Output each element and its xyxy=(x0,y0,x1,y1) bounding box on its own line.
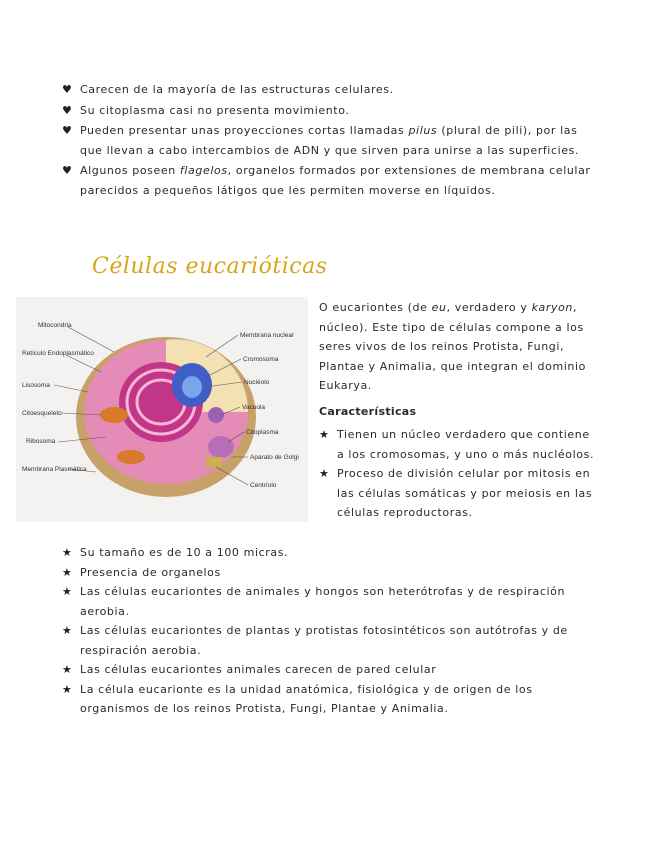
star-icon: ★ xyxy=(62,565,73,579)
characteristics-heading: Características xyxy=(319,404,417,418)
label-golgi: Aparato de Golgi xyxy=(250,454,299,461)
star-icon: ★ xyxy=(319,467,330,480)
label-ribosoma: Ribosoma xyxy=(26,438,56,445)
list-item: ♥ Carecen de la mayoría de las estructuras celulares. xyxy=(62,80,602,100)
label-nucleolo: Nucléolo xyxy=(244,379,270,386)
label-reticulo: Retículo Endoplasmático xyxy=(22,350,94,357)
star-icon: ★ xyxy=(62,682,73,696)
list-item: ♥ Su citoplasma casi no presenta movimiento. xyxy=(62,101,602,121)
list-item: ★ Tienen un núcleo verdadero que contiene a los cromosomas, y uno o más nucléolos. xyxy=(319,425,597,464)
heart-icon: ♥ xyxy=(62,164,73,177)
list-item: ★ Su tamaño es de 10 a 100 micras. xyxy=(62,543,602,563)
eukaryote-description xyxy=(319,298,597,523)
list-item: ★ Las células eucariontes animales carecen de pared celular xyxy=(62,660,602,680)
label-centriolo: Centríolo xyxy=(250,482,277,489)
eukaryotic-cell-diagram xyxy=(16,297,308,522)
cell-illustration xyxy=(16,297,308,522)
star-icon: ★ xyxy=(319,428,330,441)
star-icon: ★ xyxy=(62,624,73,637)
list-item: ♥ Pueden presentar unas proyecciones cortas llamadas pilus (plural de pili), por las que llevan a cabo intercambios de ADN y que sirven para unirse a las superficies. xyxy=(62,121,602,160)
label-membrana-plasmatica: Membrana Plasmática xyxy=(22,466,87,473)
list-item: ♥ Algunos poseen flagelos, organelos formados por extensiones de membrana celular parecidos a pequeños látigos que les permiten moverse en líquidos. xyxy=(62,161,602,200)
prokaryote-traits-list xyxy=(62,80,602,201)
characteristics-bottom-list xyxy=(62,543,602,719)
star-icon: ★ xyxy=(62,585,73,598)
star-icon: ★ xyxy=(62,663,73,676)
list-item: ★ Las células eucariontes de plantas y protistas fotosintéticos son autótrofas y de respiración aerobia. xyxy=(62,621,602,660)
label-lisosoma: Lisosoma xyxy=(22,382,50,389)
characteristics-side-list xyxy=(319,425,597,523)
star-icon: ★ xyxy=(62,546,73,559)
list-item: ★ Las células eucariontes de animales y hongos son heterótrofas y de respiración aerobia. xyxy=(62,582,602,621)
section-title: Células eucarióticas xyxy=(92,254,328,279)
list-item: ★ Proceso de división celular por mitosis en las células somáticas y por meiosis en las células reproductoras. xyxy=(319,464,597,523)
label-vacuola: Vacuola xyxy=(242,404,266,411)
heart-icon: ♥ xyxy=(62,124,73,137)
label-membrana-nuclear: Membrana nuclear xyxy=(240,332,295,339)
label-cromosoma: Cromosoma xyxy=(243,356,279,363)
heart-icon: ♥ xyxy=(62,83,73,96)
heart-icon: ♥ xyxy=(62,103,73,117)
label-citoplasma: Citoplasma xyxy=(246,429,279,436)
list-item: ★ Presencia de organelos xyxy=(62,563,602,583)
description-paragraph: O eucariontes (de eu, verdadero y karyon, núcleo). Este tipo de células compone a los seres vivos de los reinos Protista, Fungi, Plantae y Animalia, que integran el dominio Eukarya. xyxy=(319,301,586,392)
label-citoesqueleto: Citoesqueleto xyxy=(22,410,62,417)
list-item: ★ La célula eucarionte es la unidad anatómica, fisiológica y de origen de los organismos de los reinos Protista, Fungi, Plantae y Animalia. xyxy=(62,680,602,719)
label-mitocondria: Mitocondria xyxy=(38,322,72,329)
